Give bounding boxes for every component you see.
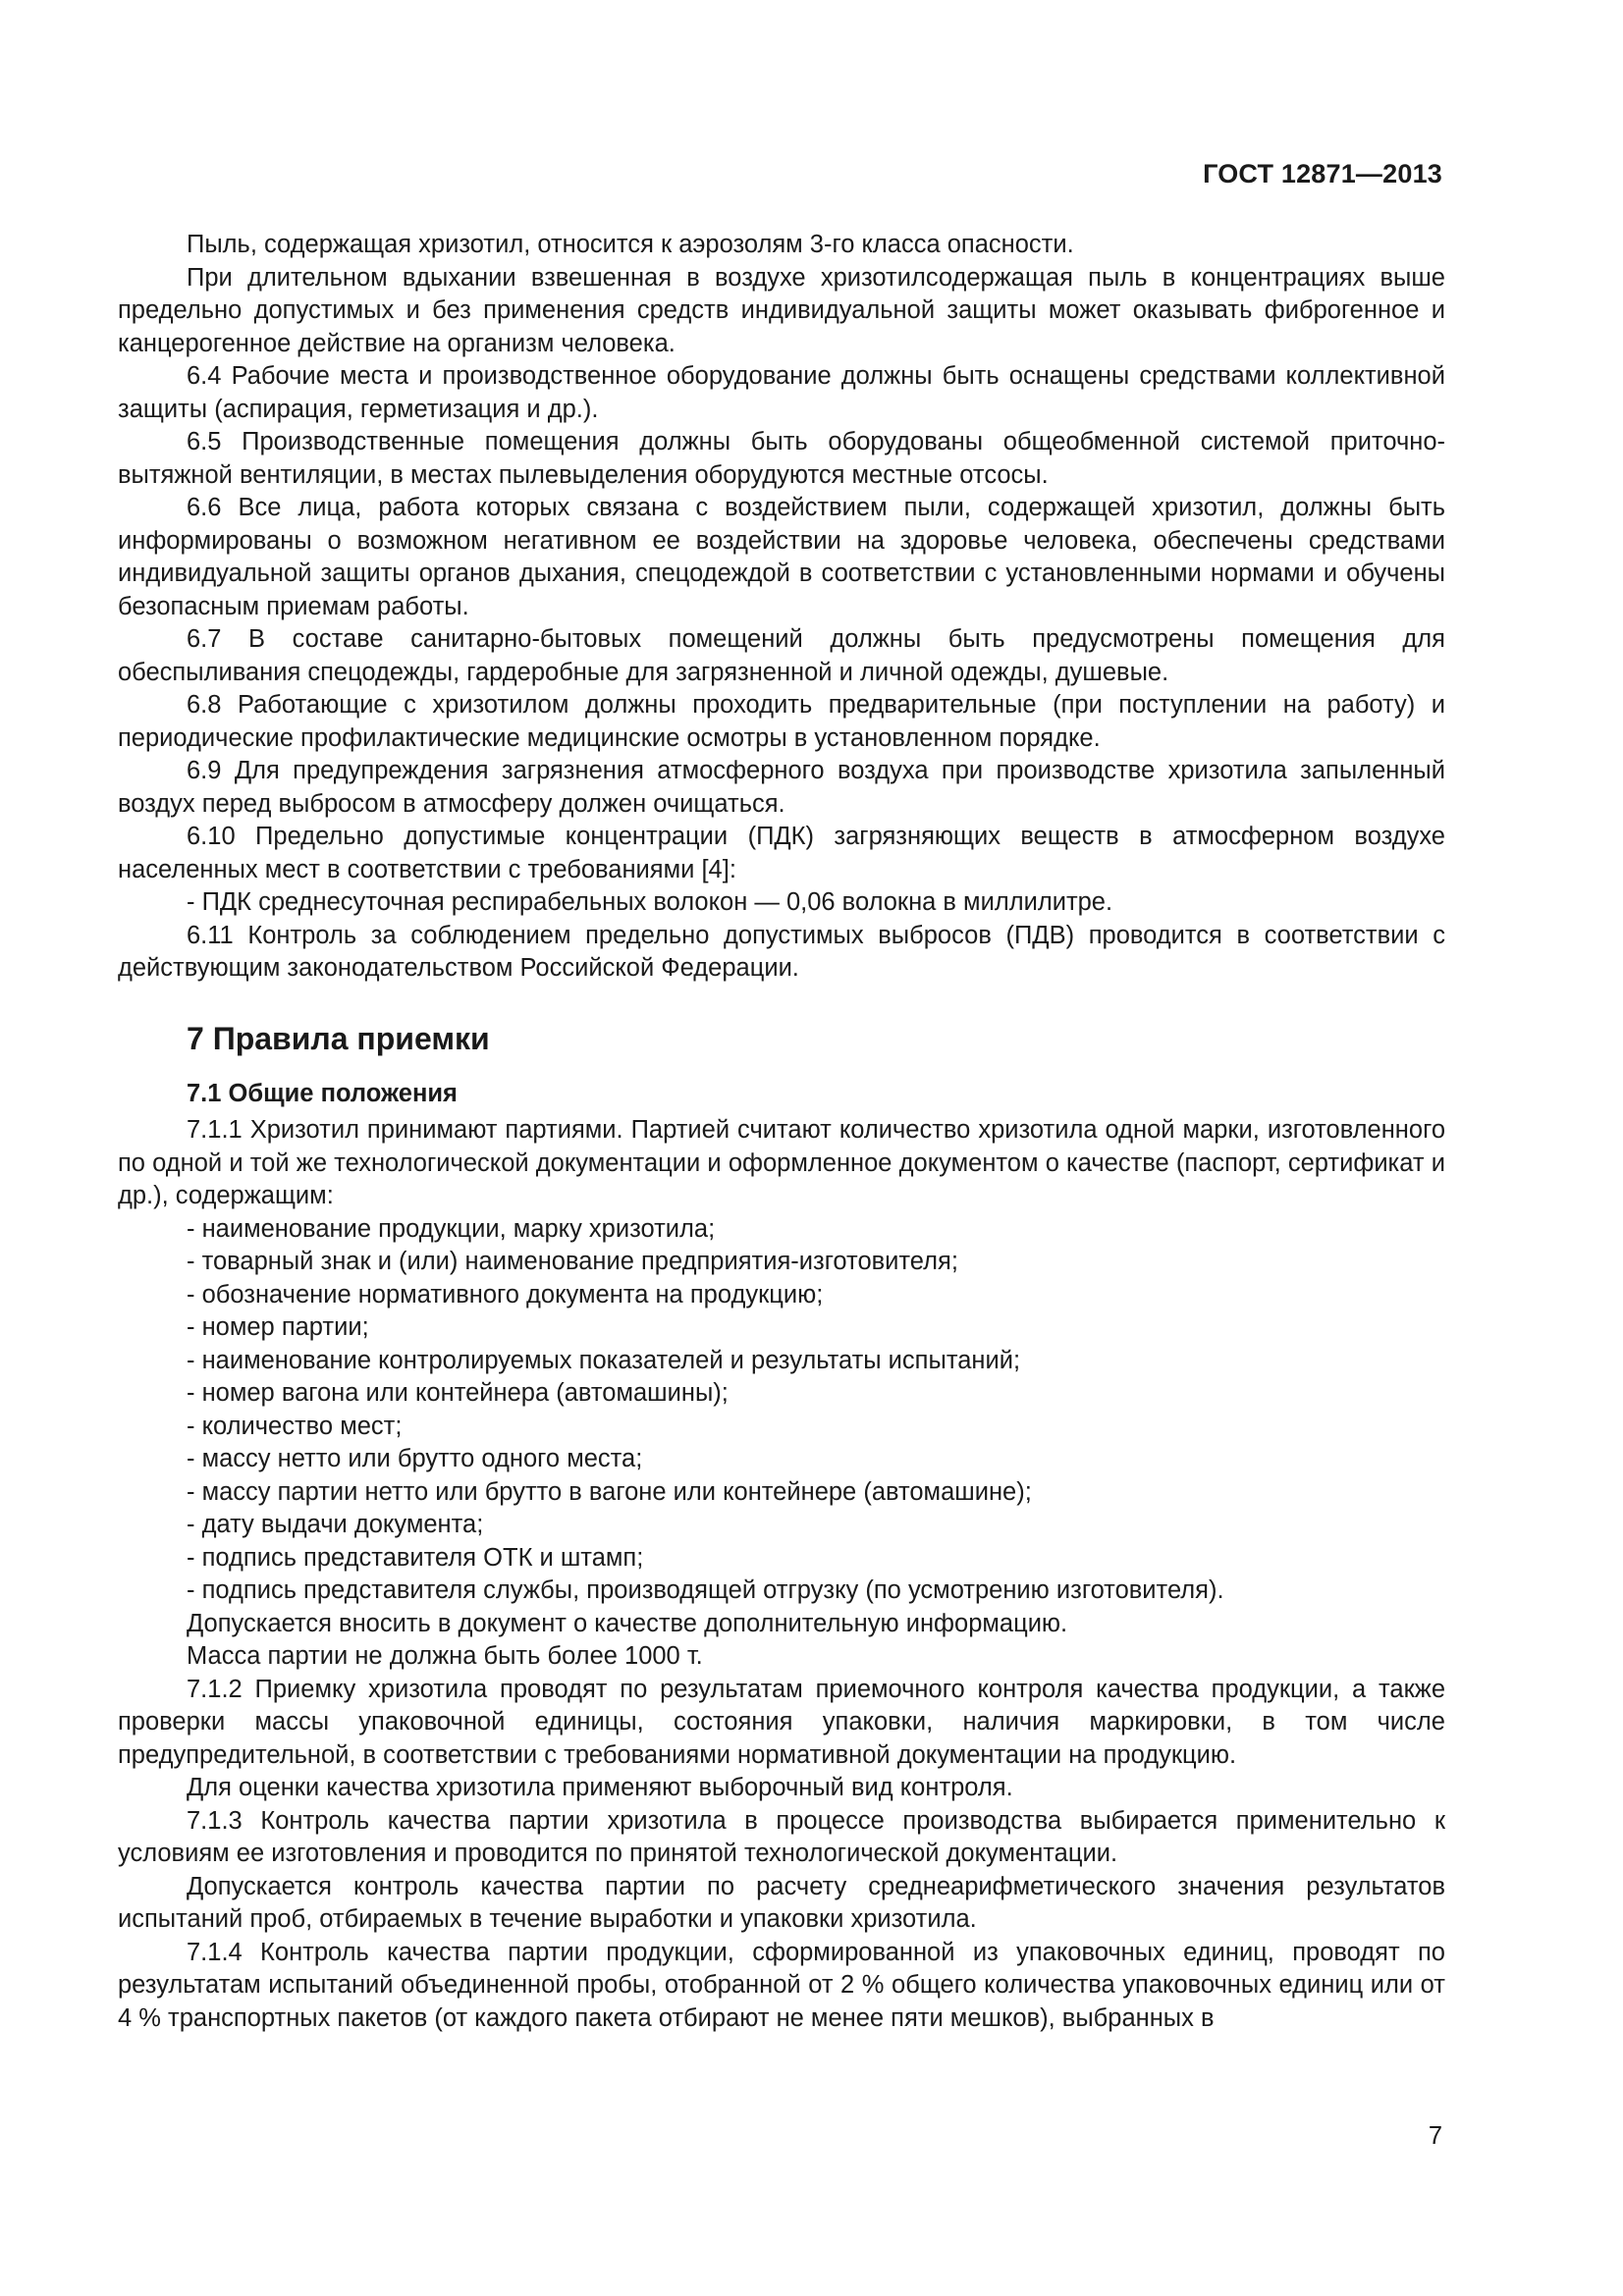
list-item: - массу партии нетто или брутто в вагоне или контейнере (автомашине); (187, 1477, 1032, 1506)
section-heading: 7 Правила приемки (187, 1020, 490, 1056)
paragraph: 7.1.3 Контроль качества партии хризотила в процессе производства выбирается применительно к условиям ее изготовления и проводится по принятой технологической документации. (118, 1806, 1445, 1867)
paragraph: 7.1.1 Хризотил принимают партиями. Партией считают количество хризотила одной марки, изготовленного по одной и той же технологической документации и оформленное документом о качестве (паспорт, сертификат и др.), содержащим: (118, 1116, 1445, 1209)
list-item: - количество мест; (187, 1412, 403, 1440)
paragraph: 6.11 Контроль за соблюдением предельно допустимых выбросов (ПДВ) проводится в соответствии с действующим законодательством Российской Федерации. (118, 921, 1445, 982)
paragraph: Для оценки качества хризотила применяют выборочный вид контроля. (187, 1774, 1013, 1801)
paragraph: 7.1.4 Контроль качества партии продукции, сформированной из упаковочных единиц, проводят по результатам испытаний объединенной пробы, отобранной от 2 % общего количества упаковочных единиц или от 4 % транспортных пакетов (от каждого пакета отбирают не менее пяти мешков), выбранных в (118, 1938, 1445, 2032)
paragraph: Допускается контроль качества партии по расчету среднеарифметического значения результатов испытаний проб, отбираемых в течение выработки и упаковки хризотила. (118, 1872, 1445, 1933)
list-item: - наименование продукции, марку хризотила; (187, 1214, 716, 1243)
list-item: - товарный знак и (или) наименование предприятия-изготовителя; (187, 1248, 958, 1275)
paragraph: 6.6 Все лица, работа которых связана с воздействием пыли, содержащей хризотил, должны быть информированы о возможном негативном ее воздействии на здоровье человека, обеспечены средствами индивидуальной защиты органов дыхания, спецодеждой в соответствии с установленными нормами и обучены безопасным приемам работы. (118, 494, 1445, 620)
page-number: 7 (1428, 2122, 1442, 2150)
paragraph: 7.1.2 Приемку хризотила проводят по результатам приемочного контроля качества продукции, а также проверки массы упаковочной единицы, состояния упаковки, наличия маркировки, в том числе предупредительной, в соответствии с требованиями нормативной документации на продукцию. (118, 1675, 1445, 1769)
paragraph: Допускается вносить в документ о качестве дополнительную информацию. (187, 1609, 1068, 1637)
paragraph: Пыль, содержащая хризотил, относится к аэрозолям 3-го класса опасности. (187, 231, 1074, 258)
list-item: - подпись представителя ОТК и штамп; (187, 1543, 644, 1572)
list-item: - номер партии; (187, 1313, 369, 1341)
paragraph: 6.9 Для предупреждения загрязнения атмосферного воздуха при производстве хризотила запыленный воздух перед выбросом в атмосферу должен очищаться. (118, 757, 1445, 818)
paragraph: 6.4 Рабочие места и производственное оборудование должны быть оснащены средствами коллективной защиты (аспирация, герметизация и др.). (118, 362, 1445, 423)
list-item: - ПДК среднесуточная респирабельных волокон — 0,06 волокна в миллилитре. (187, 888, 1113, 916)
paragraph: 6.5 Производственные помещения должны быть оборудованы общеобменной системой приточно-вытяжной вентиляции, в местах пылевыделения оборудуются местные отсосы. (118, 428, 1445, 489)
document-code: ГОСТ 12871—2013 (1203, 159, 1442, 188)
list-item: - подпись представителя службы, производящей отгрузку (по усмотрению изготовителя). (187, 1576, 1224, 1604)
paragraph: При длительном вдыхании взвешенная в воздухе хризотилсодержащая пыль в концентрациях выше предельно допустимых и без применения средств индивидуальной защиты может оказывать фиброгенное и канцерогенное действие на организм человека. (118, 263, 1445, 357)
paragraph: 6.8 Работающие с хризотилом должны проходить предварительные (при поступлении на работу) и периодические профилактические медицинские осмотры в установленном порядке. (118, 691, 1445, 752)
paragraph: 6.7 В составе санитарно-бытовых помещений должны быть предусмотрены помещения для обеспыливания спецодежды, гардеробные для загрязненной и личной одежды, душевые. (118, 625, 1445, 686)
requirements-list (118, 1213, 1445, 1608)
list-item: - наименование контролируемых показателей и результаты испытаний; (187, 1346, 1021, 1374)
list-item: - номер вагона или контейнера (автомашины); (187, 1379, 729, 1407)
list-item: - обозначение нормативного документа на продукцию; (187, 1280, 824, 1308)
list-item: - дату выдачи документа; (187, 1511, 484, 1538)
paragraph: 6.10 Предельно допустимые концентрации (ПДК) загрязняющих веществ в атмосферном воздухе населенных мест в соответствии с требованиями [4]: (118, 823, 1445, 883)
paragraph: Масса партии не должна быть более 1000 т. (187, 1642, 703, 1670)
subsection-heading: 7.1 Общие положения (187, 1079, 458, 1107)
document-body (118, 229, 1445, 2035)
list-item: - массу нетто или брутто одного места; (187, 1445, 643, 1472)
